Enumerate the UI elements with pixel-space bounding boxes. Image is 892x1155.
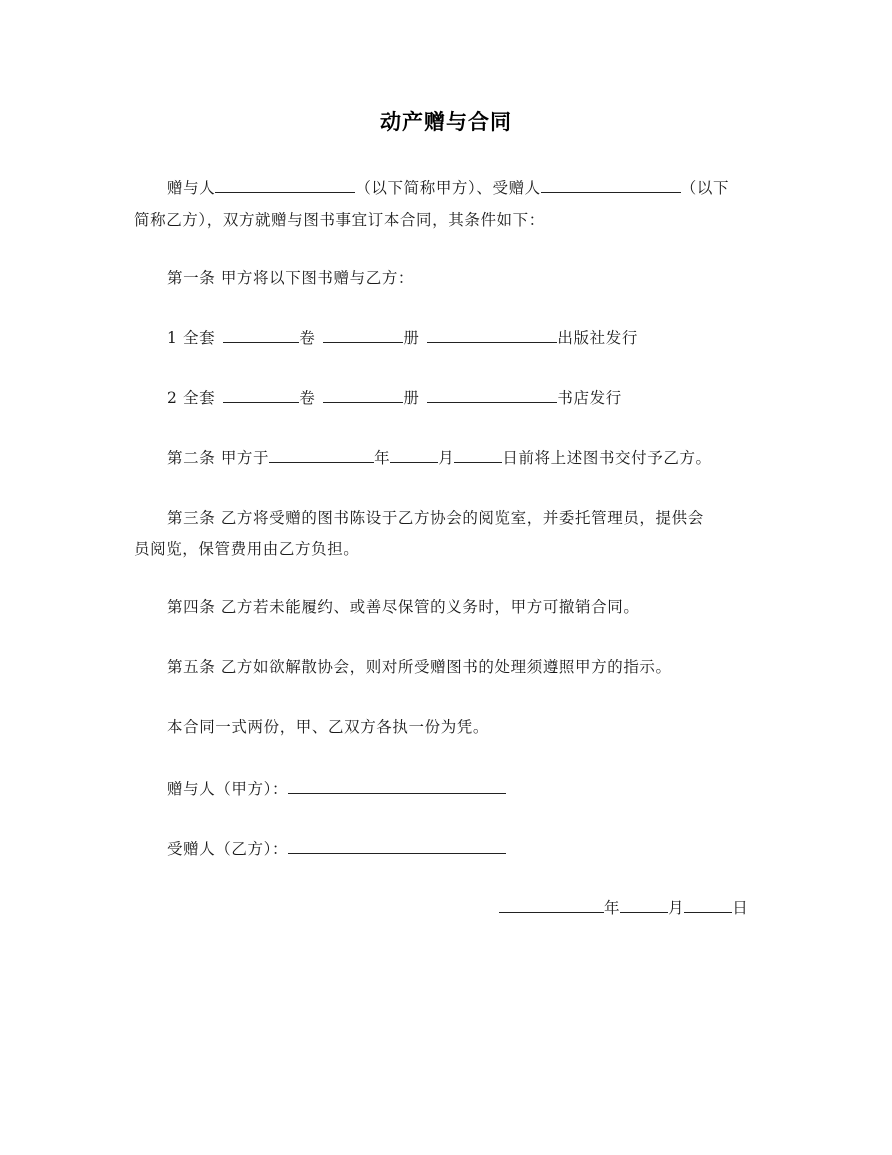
donor-signature-blank	[288, 778, 506, 794]
article-2-year: 年	[374, 449, 391, 467]
donee-name-blank	[541, 177, 681, 193]
donor-label-inline: 赠与人	[167, 179, 216, 197]
item-1-volume-blank	[223, 327, 299, 343]
article-2	[167, 447, 712, 468]
donee-signature-line	[167, 838, 506, 859]
intro-line-1	[167, 177, 729, 198]
item-2-volume-blank	[223, 387, 299, 403]
article-2-end: 日前将上述图书交付予乙方。	[502, 449, 712, 467]
article-3-line-2: 员阅览，保管费用由乙方负担。	[134, 540, 360, 558]
item-2-bookstore-text: 书店发行	[557, 389, 622, 407]
item-2-bookstore-blank	[427, 387, 557, 403]
article-2-start: 第二条 甲方于	[167, 449, 270, 467]
item-1-publisher-text: 出版社发行	[557, 329, 638, 347]
item-1-publisher-blank	[427, 327, 557, 343]
date-month: 月	[668, 899, 685, 917]
item-2-label: 2 全套	[167, 389, 216, 407]
intro-text-end: （以下	[680, 179, 730, 197]
book-item-1	[167, 327, 638, 348]
page-title: 动产赠与合同	[380, 109, 512, 134]
article-4: 第四条 乙方若未能履约、或善尽保管的义务时，甲方可撤销合同。	[167, 598, 640, 616]
date-day-blank	[684, 897, 732, 913]
article-2-month-blank	[390, 447, 438, 463]
signing-date	[499, 897, 748, 918]
item-2-book-blank	[323, 387, 403, 403]
item-1-volume-unit: 卷	[299, 329, 316, 347]
date-year-blank	[499, 897, 604, 913]
article-2-month: 月	[438, 449, 455, 467]
article-1: 第一条 甲方将以下图书赠与乙方：	[167, 269, 415, 287]
date-year: 年	[604, 899, 621, 917]
donee-signature-label: 受赠人（乙方）：	[167, 840, 289, 858]
article-2-day-blank	[454, 447, 502, 463]
intro-text: （以下简称甲方）、受赠人	[355, 179, 541, 197]
item-2-volume-unit: 卷	[299, 389, 316, 407]
item-1-book-unit: 册	[403, 329, 420, 347]
article-5: 第五条 乙方如欲解散协会，则对所受赠图书的处理须遵照甲方的指示。	[167, 658, 672, 676]
donee-signature-blank	[288, 838, 506, 854]
donor-signature-label: 赠与人（甲方）：	[167, 780, 289, 798]
book-item-2	[167, 387, 622, 408]
date-month-blank	[620, 897, 668, 913]
copies-clause: 本合同一式两份，甲、乙双方各执一份为凭。	[167, 718, 490, 736]
article-2-year-blank	[269, 447, 374, 463]
item-1-label: 1 全套	[167, 329, 216, 347]
intro-line-2: 简称乙方），双方就赠与图书事宜订本合同，其条件如下：	[134, 211, 545, 229]
item-1-book-blank	[323, 327, 403, 343]
date-day: 日	[732, 899, 749, 917]
donor-signature-line	[167, 778, 506, 799]
article-3-line-1: 第三条 乙方将受赠的图书陈设于乙方协会的阅览室，并委托管理员，提供会	[167, 509, 704, 527]
item-2-book-unit: 册	[403, 389, 420, 407]
donor-name-blank	[215, 177, 355, 193]
